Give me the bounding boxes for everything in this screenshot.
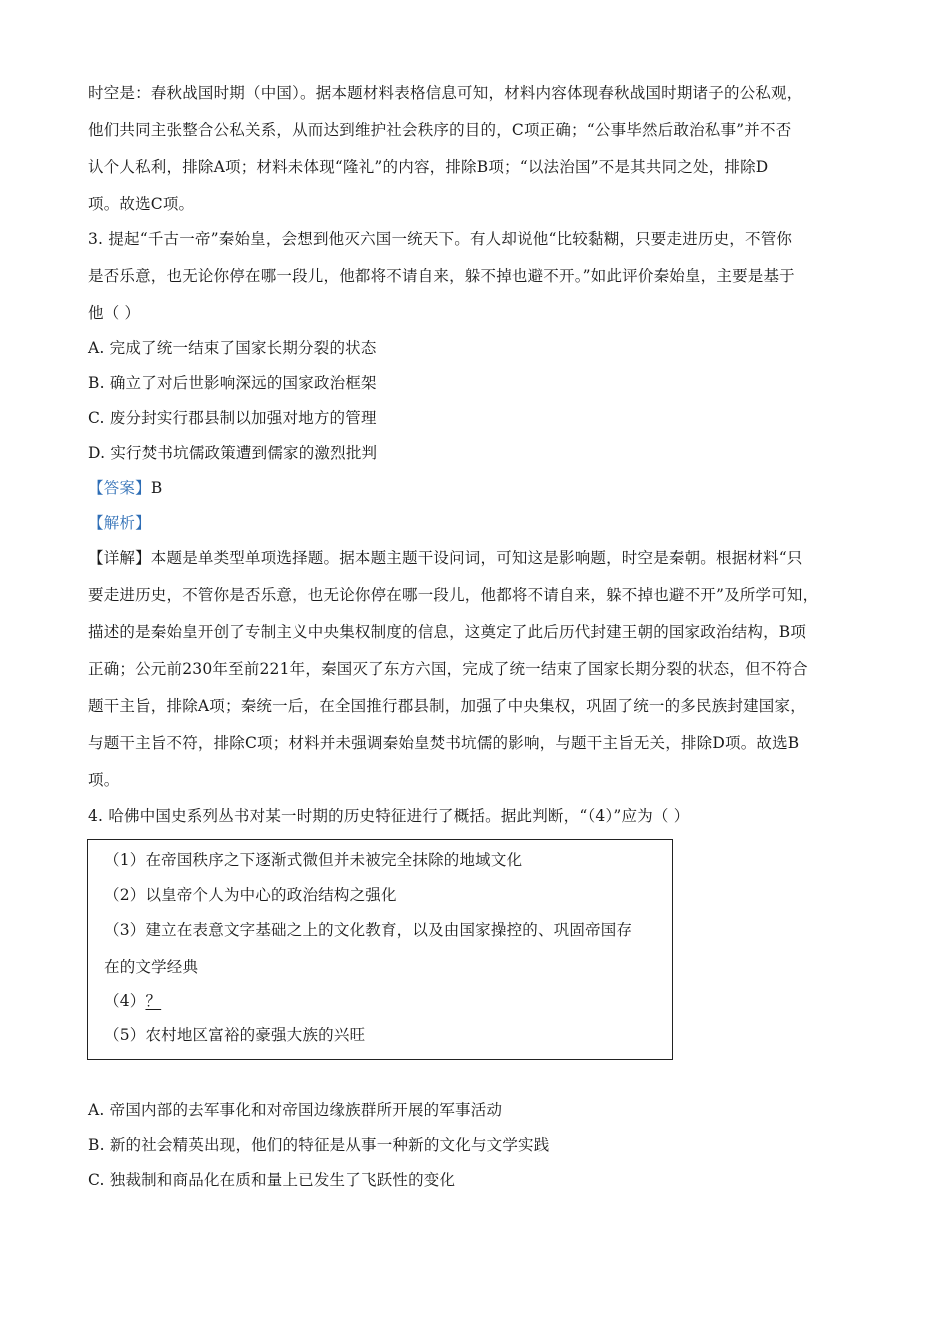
q3-detail-line-6: 与题干主旨不符，排除C项；材料并未强调秦始皇焚书坑儒的影响，与题干主旨无关，排除D项。故选B bbox=[88, 734, 800, 752]
analysis-label: 【解析】 bbox=[88, 514, 151, 532]
q3-option-c: C. 废分封实行郡县制以加强对地方的管理 bbox=[88, 409, 377, 427]
prev-explanation-line-2: 他们共同主张整合公私关系，从而达到维护社会秩序的目的，C项正确；“公事毕然后敢治私事”并不否 bbox=[88, 121, 792, 139]
q4-box-item-2: （2）以皇帝个人为中心的政治结构之强化 bbox=[104, 886, 397, 904]
q3-detail-line-2: 要走进历史，不管你是否乐意，也无论你停在哪一段儿，他都将不请自来，躲不掉也避不开”及所学可知， bbox=[88, 586, 819, 604]
q3-option-a: A. 完成了统一结束了国家长期分裂的状态 bbox=[88, 339, 377, 357]
q3-detail-line-3: 描述的是秦始皇开创了专制主义中央集权制度的信息，这奠定了此后历代封建王朝的国家政治结构，B项 bbox=[88, 623, 807, 641]
q4-option-c: C. 独裁制和商品化在质和量上已发生了飞跃性的变化 bbox=[88, 1171, 456, 1189]
q3-stem-line-2: 是否乐意，也无论你停在哪一段儿，他都将不请自来，躲不掉也避不开。”如此评价秦始皇，主要是基于 bbox=[88, 267, 795, 285]
q4-box-item-4 bbox=[104, 991, 161, 1011]
q4-box-item-3-line-2: 在的文学经典 bbox=[104, 958, 199, 976]
q4-box-blank: ？ bbox=[145, 992, 162, 1010]
q3-detail-line-4: 正确；公元前230年至前221年，秦国灭了东方六国，完成了统一结束了国家长期分裂的状态，但不符合 bbox=[88, 660, 808, 678]
q3-detail-line-7: 项。 bbox=[88, 771, 120, 789]
answer-value: B bbox=[150, 479, 163, 497]
q4-option-a: A. 帝国内部的去军事化和对帝国边缘族群所开展的军事活动 bbox=[88, 1101, 503, 1119]
q3-option-b: B. 确立了对后世影响深远的国家政治框架 bbox=[88, 374, 377, 392]
q3-stem-line-1: 3. 提起“千古一帝”秦始皇，会想到他灭六国一统天下。有人却说他“比较黏糊，只要走进历史，不管你 bbox=[88, 230, 793, 248]
q3-detail-line-5: 题干主旨，排除A项；秦统一后，在全国推行郡县制，加强了中央集权，巩固了统一的多民族封建国家， bbox=[88, 697, 806, 715]
q3-stem-line-3: 他（ ） bbox=[88, 304, 141, 322]
q3-answer bbox=[88, 478, 162, 498]
q4-box-item-1: （1）在帝国秩序之下逐渐式微但并未被完全抹除的地域文化 bbox=[104, 851, 523, 869]
q4-box-item-5: （5）农村地区富裕的豪强大族的兴旺 bbox=[104, 1026, 366, 1044]
q4-box-item-4-label: （4） bbox=[104, 992, 146, 1010]
q4-option-b: B. 新的社会精英出现，他们的特征是从事一种新的文化与文学实践 bbox=[88, 1136, 550, 1154]
prev-explanation-line-4: 项。故选C项。 bbox=[88, 195, 195, 213]
prev-explanation-line-3: 认个人私利，排除A项；材料未体现“隆礼”的内容，排除B项；“以法治国”不是其共同之处，排除D bbox=[88, 158, 769, 176]
q4-stem: 4. 哈佛中国史系列丛书对某一时期的历史特征进行了概括。据此判断，“（4）”应为（ ） bbox=[88, 807, 690, 825]
q4-material-box bbox=[87, 839, 673, 1060]
q3-option-d: D. 实行焚书坑儒政策遭到儒家的激烈批判 bbox=[88, 444, 378, 462]
q4-box-item-3-line-1: （3）建立在表意文字基础之上的文化教育，以及由国家操控的、巩固帝国存 bbox=[104, 921, 633, 939]
prev-explanation-line-1: 时空是：春秋战国时期（中国）。据本题材料表格信息可知，材料内容体现春秋战国时期诸子的公私观， bbox=[88, 84, 803, 102]
answer-label: 【答案】 bbox=[88, 479, 151, 497]
q3-detail-line-1: 【详解】本题是单类型单项选择题。据本题主题干设问词，可知这是影响题，时空是秦朝。根据材料“只 bbox=[88, 549, 803, 567]
